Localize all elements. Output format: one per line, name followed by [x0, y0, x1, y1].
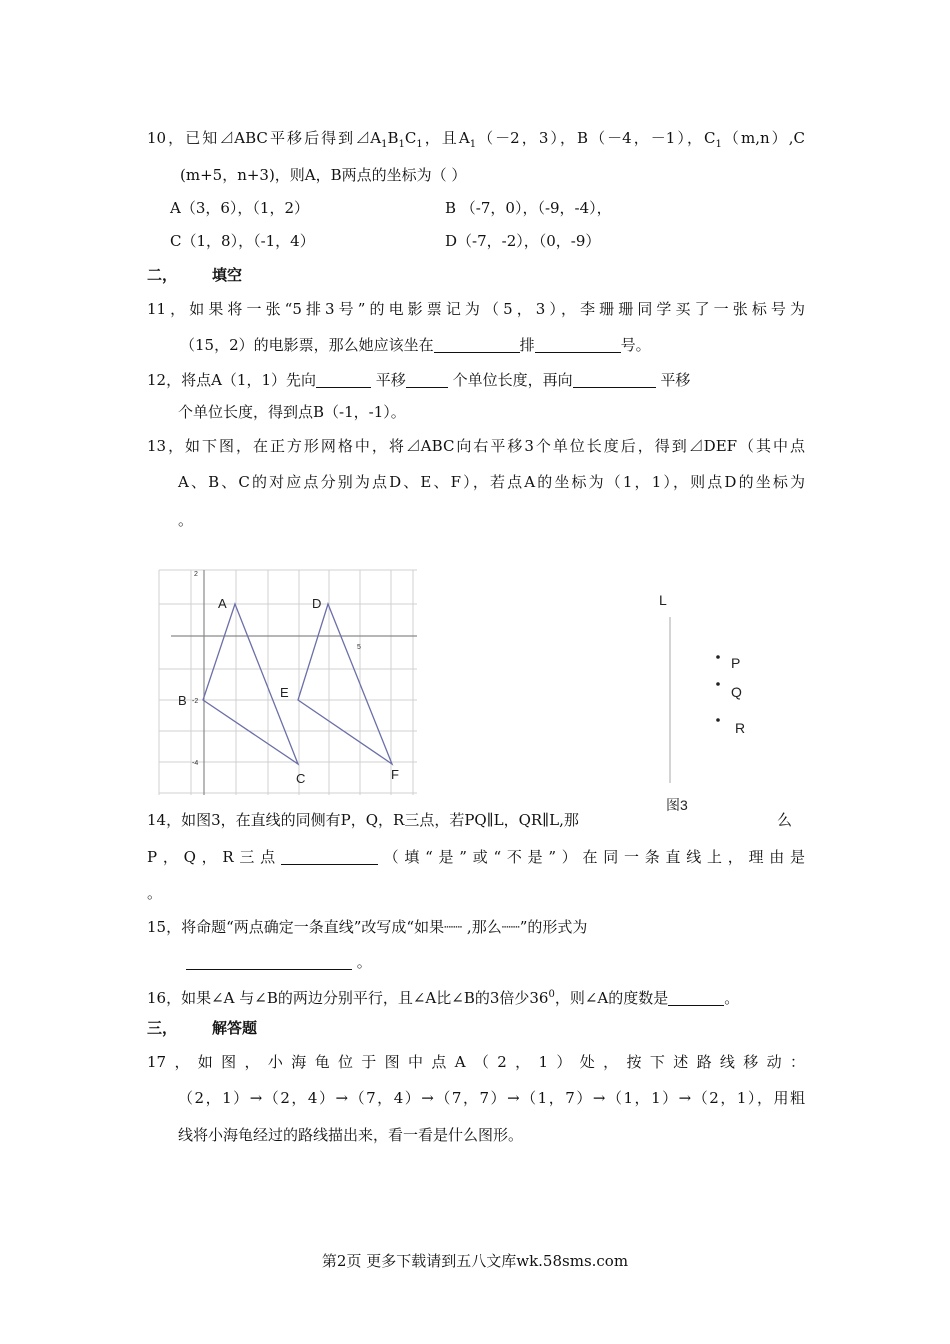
q14-line3: 。 [147, 884, 163, 902]
q12-line2: 个单位长度，得到点B（-1，-1）。 [178, 403, 406, 421]
answer-blank [316, 371, 371, 388]
point-label-f: F [391, 767, 399, 782]
triangle-abc [203, 604, 298, 764]
answer-blank [573, 371, 656, 388]
point-r [716, 718, 720, 722]
tick-label-y-minus2: -2 [192, 698, 199, 705]
tick-label-y2: 2 [194, 571, 198, 578]
point-label-d: D [312, 596, 322, 611]
section-3-title: 解答题 [212, 1019, 258, 1037]
q10-option-c: C（1，8），（-1，4） [170, 232, 315, 250]
translation-grid-figure [155, 565, 425, 805]
answer-blank [434, 336, 520, 353]
section-2-title: 填空 [212, 266, 243, 284]
answer-blank [668, 989, 724, 1006]
figure-3 [640, 585, 770, 825]
point-p [716, 655, 720, 659]
q13-line2: A、B、C的对应点分别为点D、E、F），若点A的坐标为（1，1），则点D的坐标为 [178, 473, 805, 491]
page-footer: 第2页 更多下载请到五八文库wk.58sms.com [321, 1252, 629, 1270]
q17-line2: （2，1）→（2，4）→（7，4）→（7，7）→（1，7）→（1，1）→（2，1），用粗 [178, 1089, 805, 1107]
q14-line1-end: 么 [777, 811, 793, 829]
answer-blank [186, 953, 352, 970]
label-l: L [659, 592, 667, 608]
q15-line1: 15，将命题“两点确定一条直线”改写成“如果┈┈ ,那么┈┈”的形式为 [147, 918, 588, 936]
point-q [716, 682, 720, 686]
q11-line2: （15，2）的电影票，那么她应该坐在 排 号。 [180, 336, 651, 354]
tick-label-y-minus4: -4 [192, 760, 199, 767]
q12-line1: 12，将点A（1，1）先向 平移 个单位长度，再向 平移 [147, 371, 691, 389]
answer-blank [281, 848, 378, 865]
triangle-def [298, 604, 392, 764]
tick-label-x5: 5 [357, 644, 361, 651]
section-3-number: 三， [147, 1019, 178, 1037]
answer-blank [406, 371, 448, 388]
q10-line1: 10，已知⊿ABC平移后得到$⊿A_1B_1C_1$，且$A_1(-2$，3），B（－4，－1），$C_1(m,n),C$ [147, 129, 805, 150]
point-label-b: B [178, 693, 187, 708]
label-r: R [735, 720, 746, 736]
answer-blank [535, 336, 621, 353]
q17-line3: 线将小海龟经过的路线描出来，看一看是什么图形。 [178, 1126, 524, 1144]
q15-line2: 。 [186, 952, 372, 972]
q13-line3: 。 [178, 511, 194, 529]
label-p: P [731, 655, 741, 671]
q10-line2: (m+5，n+3)，则A，B两点的坐标为（ ） [180, 166, 467, 184]
q14-line1: 14，如图3，在直线的同侧有P，Q，R三点，若PQ∥L，QR∥L,那 [147, 811, 579, 829]
point-label-e: E [280, 685, 289, 700]
q17-line1: 17，如图，小海龟位于图中点A（2，1）处，按下述路线移动： [147, 1053, 805, 1071]
q14-line2: P，Q，R三点 （填“是”或“不是”）在同一条直线上，理由是 [147, 848, 805, 866]
q13-line1: 13，如下图，在正方形网格中，将⊿ABC向右平移3个单位长度后，得到⊿DEF（其中点 [147, 437, 805, 455]
q10-option-d: D（-7，-2），（0，-9） [445, 232, 601, 250]
q11-line1: 11，如果将一张“5排3号”的电影票记为（5，3），李珊珊同学买了一张标号为 [147, 300, 805, 318]
point-label-a: A [218, 596, 227, 611]
figure-3-caption: 图3 [666, 797, 688, 813]
q10-option-a: A（3，6），（1，2） [170, 199, 310, 217]
q10-option-b: B （-7，0），（-9，-4）， [445, 199, 612, 217]
section-2-number: 二， [147, 266, 178, 284]
point-label-c: C [296, 771, 306, 786]
q16-line1: 16，如果∠A 与∠B的两边分别平行，且∠A比∠B的3倍少$36^0$，则∠A的度数是 。 [147, 989, 740, 1007]
label-q: Q [731, 684, 742, 700]
